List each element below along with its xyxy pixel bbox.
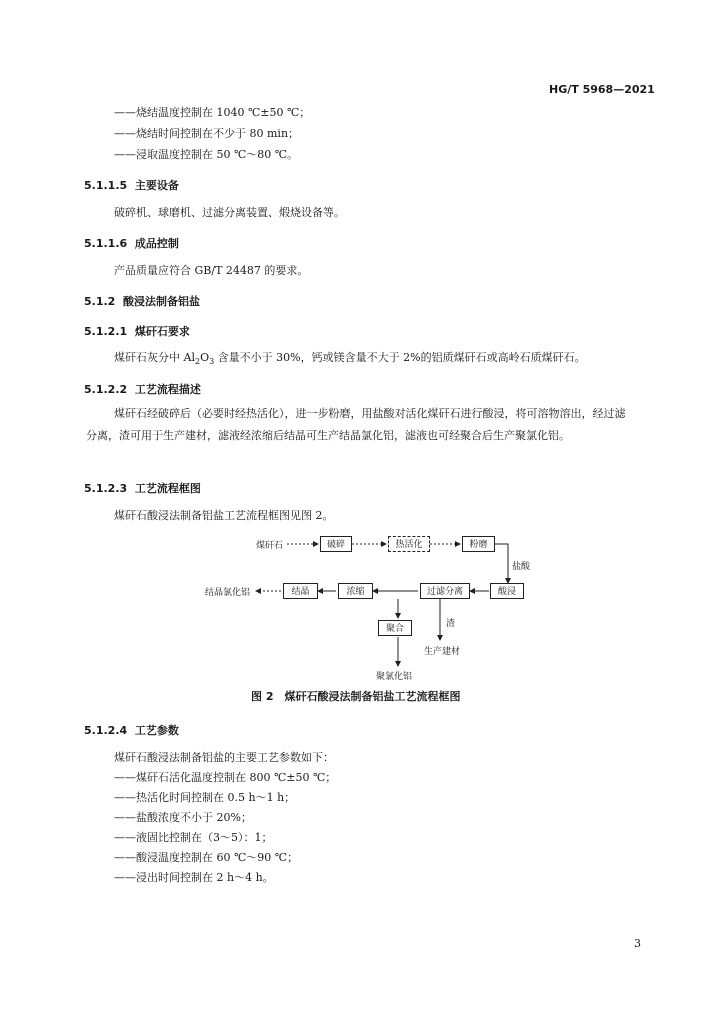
flow-box-filter: 过滤分离: [420, 583, 470, 599]
section-title: 工艺参数: [134, 724, 179, 737]
section-body: 煤矸石灰分中 $Al_2O_3$ 含量不小于 30%，钙或镁含量不大于 2%的铝质煤矸石或高岭石质煤矸石。: [114, 351, 586, 367]
section-title: 工艺流程描述: [134, 383, 201, 396]
page-number: 3: [634, 937, 641, 950]
section-body: 煤矸石酸浸法制备铝盐工艺流程框图见图 2。: [114, 509, 334, 522]
list-item: ——烧结时间控制在不少于 80 min；: [114, 127, 300, 140]
list-item: ——液固比控制在（3～5）：1；: [114, 831, 273, 844]
hcl-label: 盐酸: [512, 562, 531, 572]
section-number: 5.1.2.3: [84, 482, 128, 495]
section-title: 成品控制: [134, 237, 179, 250]
product-pac-label: 聚氯化铝: [376, 672, 413, 682]
section-title: 煤矸石要求: [134, 325, 190, 338]
flow-box-polymerize: 聚合: [378, 620, 412, 636]
building-label: 生产建材: [424, 647, 461, 657]
list-item: ——煤矸石活化温度控制在 800 ℃±50 ℃；: [114, 771, 337, 784]
product-crystal-label: 结晶氯化铝: [205, 588, 251, 598]
section-body: 破碎机、球磨机、过滤分离装置、煅烧设备等。: [114, 206, 345, 219]
standard-number: HG/T 5968—2021: [549, 83, 655, 96]
section-body: 煤矸石酸浸法制备铝盐的主要工艺参数如下：: [114, 751, 334, 764]
input-label: 煤矸石: [256, 541, 284, 551]
flow-box-grind: 粉磨: [462, 536, 495, 552]
section-number: 5.1.1.5: [84, 179, 128, 192]
flow-box-leach: 酸浸: [490, 583, 524, 599]
flow-box-concentrate: 浓缩: [338, 583, 373, 599]
section-number: 5.1.2.1: [84, 325, 128, 338]
section-body: 煤矸石经破碎后（必要时经热活化），进一步粉磨，用盐酸对活化煤矸石进行酸浸，将可溶物溶出，经过滤分离，渣可用于生产建材，滤液经浓缩后结晶可生产结晶氯化铝，滤液也可经聚合后生产聚氯化铝。: [86, 407, 626, 442]
section-number: 5.1.2.2: [84, 383, 128, 396]
list-item: ——浸取温度控制在 50 ℃～80 ℃。: [114, 148, 299, 161]
list-item: ——烧结温度控制在 1040 ℃±50 ℃；: [114, 106, 311, 119]
section-number: 5.1.2: [84, 295, 116, 308]
flow-box-crystallize: 结晶: [283, 583, 318, 599]
section-heading: [84, 722, 179, 738]
section-number: 5.1.2.4: [84, 724, 128, 737]
list-item: ——浸出时间控制在 2 h～4 h。: [114, 871, 274, 884]
arrow: [495, 544, 508, 583]
flow-box-crush: 破碎: [320, 536, 352, 552]
section-title: 酸浸法制备铝盐: [123, 295, 200, 308]
list-item: ——酸浸温度控制在 60 ℃～90 ℃；: [114, 851, 299, 864]
section-body: 产品质量应符合 GB/T 24487 的要求。: [114, 264, 309, 277]
section-number: 5.1.1.6: [84, 237, 128, 250]
flow-box-activation: 热活化: [388, 536, 430, 552]
list-item: ——热活化时间控制在 0.5 h～1 h；: [114, 791, 296, 804]
list-item: ——盐酸浓度不小于 20%；: [114, 811, 252, 824]
residue-label: 渣: [446, 619, 456, 629]
section-title: 主要设备: [134, 179, 179, 192]
figure-caption: 图 2 煤矸石酸浸法制备铝盐工艺流程框图: [251, 690, 461, 703]
section-title: 工艺流程框图: [134, 482, 201, 495]
